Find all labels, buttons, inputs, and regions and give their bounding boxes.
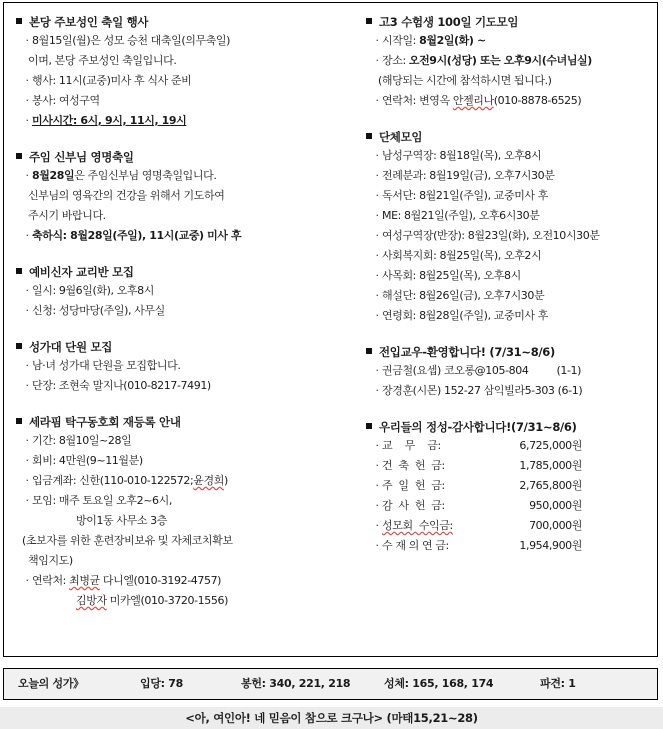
square-bullet-icon — [16, 153, 22, 159]
list-item: · 독서단: 8월21일(주일), 교중미사 후 — [366, 186, 656, 206]
left-column — [16, 13, 346, 628]
dot-icon: · — [375, 34, 379, 47]
table-row: · 감 사 헌 금: 950,000원 — [366, 496, 656, 516]
dot-icon: · — [375, 269, 379, 282]
feast-section: 본당 주보성인 축일 행사 · 8월15일(월)은 성모 승천 대축일(의무축일) 이며, 본당 주보성인 축일입니다. · 행사: 11시(교중)미사 후 식사 준비 · 봉사: 여성구역 · 미사시간: 6시, 9시, 11시, 19시 — [16, 13, 346, 131]
dot-icon: · — [25, 434, 29, 447]
hymn-label: 오늘의 성가》 — [18, 677, 84, 690]
dot-icon: · — [375, 209, 379, 222]
list-item: · 연령회: 8월28일(주일), 교중미사 후 — [366, 306, 656, 326]
pastor-feast-section: 주임 신부님 영명축일 · 8월28일은 주임신부님 영명축일입니다. 신부님의 영육간의 건강을 위해서 기도하여 주시기 바랍니다. · 축하식: 8월28일(주일), 11시(교중) 미사 후 — [16, 148, 346, 246]
square-bullet-icon — [366, 423, 372, 429]
dot-icon: · — [375, 364, 379, 377]
hymn-dismissal: 파견: 1 — [540, 677, 576, 690]
list-item: · 권금철(요셉) 코오롱@105-804 (1-1) — [366, 361, 656, 381]
list-item: · 사회복지회: 8월25일(목), 오후2시 — [366, 246, 656, 266]
square-bullet-icon — [366, 133, 372, 139]
section-title: 주임 신부님 영명축일 — [16, 148, 346, 166]
square-bullet-icon — [16, 343, 22, 349]
square-bullet-icon — [366, 348, 372, 354]
list-item: · 여성구역장(반장): 8월23일(화), 오전10시30분 — [366, 226, 656, 246]
dot-icon: · — [375, 459, 379, 472]
section-title: 세라핌 탁구동호회 재등록 안내 — [16, 413, 346, 431]
list-item: · ME: 8월21일(주일), 오후6시30분 — [366, 206, 656, 226]
table-row: · 주 일 헌 금: 2,765,800원 — [366, 476, 656, 496]
list-item: · 남성구역장: 8월18일(목), 오후8시 — [366, 146, 656, 166]
dot-icon: · — [375, 229, 379, 242]
offering-section — [366, 418, 656, 556]
hymn-communion: 성체: 165, 168, 174 — [384, 677, 494, 690]
dot-icon: · — [375, 169, 379, 182]
section-title: 전입교우-환영합니다! (7/31~8/6) — [366, 343, 656, 361]
dot-icon: · — [25, 454, 29, 467]
exam-prayer-section: 고3 수험생 100일 기도모임 · 시작일: 8월2일(화) ~ · 장소: 오전9시(성당) 또는 오후9시(수녀님실) (해당되는 시간에 참석하시면 됩니다.) · 연락처: 변영옥 안젤리나(010-8878-6525) — [366, 13, 656, 111]
dot-icon: · — [25, 494, 29, 507]
section-title: 고3 수험생 100일 기도모임 — [366, 13, 656, 31]
dot-icon: · — [25, 474, 29, 487]
dot-icon: · — [375, 149, 379, 162]
groups-section — [366, 128, 656, 326]
dot-icon: · — [375, 54, 379, 67]
section-title: 성가대 단원 모집 — [16, 338, 346, 356]
dot-icon: · — [375, 189, 379, 202]
dot-icon: · — [25, 229, 29, 242]
list-item: · 사목회: 8월25일(목), 오후8시 — [366, 266, 656, 286]
table-tennis-section: 세라핌 탁구동호회 재등록 안내 · 기간: 8월10일~28일 · 회비: 4만원(9~11월분) · 입금계좌: 신한(110-010-122572;윤경희) · 모임: 매주 토요일 오후2~6시, 방이1동 사무소 3층 (초보자를 위한 훈련장비보유 및 자체코치확보 책임지도) · 연락처: 최병균 다니엘(010-3192-4757) 김방자 미카엘(010-3720-1556) — [16, 413, 346, 611]
dot-icon: · — [25, 34, 29, 47]
dot-icon: · — [25, 94, 29, 107]
dot-icon: · — [25, 284, 29, 297]
catechumen-section: 예비신자 교리반 모집 · 일시: 9월6일(화), 오후8시 · 신청: 성당마당(주일), 사무실 — [16, 263, 346, 321]
table-row: · 교 무 금: 6,725,000원 — [366, 436, 656, 456]
right-column — [366, 13, 656, 573]
dot-icon: · — [25, 304, 29, 317]
transfer-section — [366, 343, 656, 401]
dot-icon: · — [375, 519, 379, 532]
table-row: · 수 재 의 연 금: 1,954,900원 — [366, 536, 656, 556]
hymn-bar — [3, 668, 658, 700]
list-item: · 전례분과: 8월19일(금), 오후7시30분 — [366, 166, 656, 186]
square-bullet-icon — [16, 268, 22, 274]
dot-icon: · — [375, 94, 379, 107]
list-item: · 해설단: 8월26일(금), 오후7시30분 — [366, 286, 656, 306]
dot-icon: · — [375, 479, 379, 492]
mass-times: 미사시간: 6시, 9시, 11시, 19시 — [32, 114, 187, 127]
table-row: · 성모회 수익금: 700,000원 — [366, 516, 656, 536]
section-title: 본당 주보성인 축일 행사 — [16, 13, 346, 31]
dot-icon: · — [25, 114, 29, 127]
choir-section: 성가대 단원 모집 · 남·녀 성가대 단원을 모집합니다. · 단장: 조현숙 말지나(010-8217-7491) — [16, 338, 346, 396]
list-item: · 장경훈(시몬) 152-27 삼익빌라5-303 (6-1) — [366, 381, 656, 401]
bible-verse: <아, 여인아! 네 믿음이 참으로 크구나> (마태15,21~28) — [0, 707, 663, 729]
dot-icon: · — [375, 439, 379, 452]
dot-icon: · — [375, 384, 379, 397]
square-bullet-icon — [366, 18, 372, 24]
dot-icon: · — [375, 289, 379, 302]
dot-icon: · — [25, 74, 29, 87]
dot-icon: · — [25, 379, 29, 392]
section-title: 단체모임 — [366, 128, 656, 146]
dot-icon: · — [25, 574, 29, 587]
dot-icon: · — [375, 539, 379, 552]
dot-icon: · — [375, 309, 379, 322]
hymn-entrance: 입당: 78 — [140, 677, 183, 690]
dot-icon: · — [375, 249, 379, 262]
section-title: 우리들의 정성-감사합니다!(7/31~8/6) — [366, 418, 656, 436]
square-bullet-icon — [16, 18, 22, 24]
dot-icon: · — [375, 499, 379, 512]
dot-icon: · — [25, 169, 29, 182]
bulletin-notices — [3, 2, 658, 657]
square-bullet-icon — [16, 418, 22, 424]
table-row: · 건 축 헌 금: 1,785,000원 — [366, 456, 656, 476]
section-title: 예비신자 교리반 모집 — [16, 263, 346, 281]
hymn-offertory: 봉헌: 340, 221, 218 — [241, 677, 351, 690]
dot-icon: · — [25, 359, 29, 372]
